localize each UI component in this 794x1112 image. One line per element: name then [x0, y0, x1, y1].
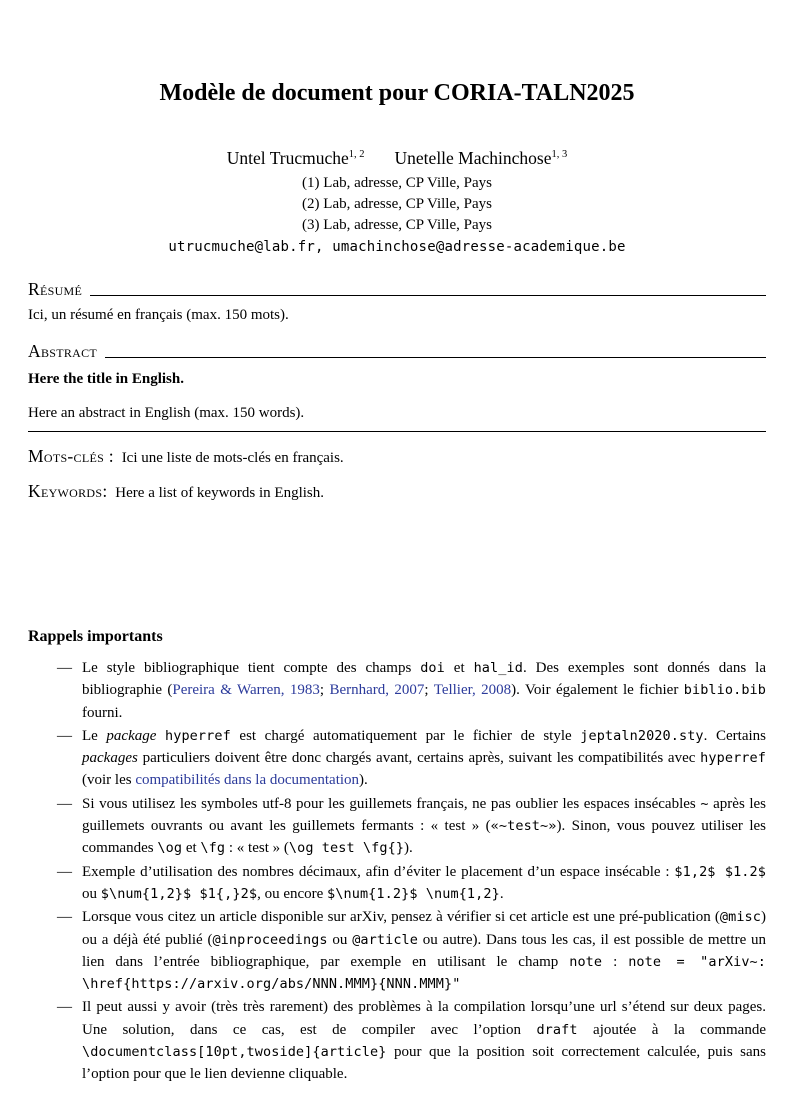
list-item: [28, 725, 766, 792]
author-1-name: Untel Trucmuche: [226, 148, 349, 168]
text-span: . Des exemples sont donnés dans la bibliographie (: [82, 660, 766, 699]
text-span: Lorsque vous citez un article disponible sur arXiv, pensez à vérifier si cet article est une pré-publication (: [82, 909, 720, 926]
text-span: :: [602, 953, 629, 970]
documentation-link[interactable]: compatibilités dans la documentation: [135, 772, 360, 789]
italic-text: package: [106, 727, 157, 744]
code-span: $\num{1.2}$ \num{1,2}: [327, 885, 500, 902]
text-span: ou: [327, 931, 353, 948]
english-title: Here the title in English.: [28, 371, 184, 387]
authors-line: [28, 148, 766, 169]
item-dash-marker: —: [57, 909, 72, 926]
item-dash-marker: —: [57, 999, 72, 1016]
text-span: [156, 728, 165, 744]
text-span: ou autre). Dans tous les cas, il est possible de mettre un lien dans l’entrée bibliographique, par exemple en utilisant le champ: [82, 931, 766, 970]
code-span: @misc: [719, 909, 761, 926]
list-item: [28, 906, 766, 995]
text-span: Si vous utilisez les symboles utf-8 pour les guillemets français, ne pas oublier les espaces insécables: [82, 795, 701, 812]
text-span: pour que la position soit correctement calculée, puis sans l’option pour que le lien devienne cliquable.: [82, 1044, 766, 1083]
text-span: ) ou a déjà été publié (: [82, 909, 766, 948]
affiliation-line-1: (1) Lab, adresse, CP Ville, Pays: [302, 175, 492, 191]
code-span: \og test \fg{}: [288, 840, 405, 857]
item-dash-marker: —: [57, 795, 72, 812]
text-span: ;: [319, 682, 330, 699]
citation-link[interactable]: Tellier, 2008: [433, 682, 512, 699]
citation-link[interactable]: Bernhard, 2007: [329, 682, 425, 699]
code-span: «~test~»: [490, 818, 557, 835]
text-span: et: [182, 840, 201, 857]
text-span: particuliers doivent être donc chargés avant, certains après, suivant les compatibilités avec: [137, 750, 701, 767]
italic-text: packages: [82, 750, 138, 767]
list-item: [28, 996, 766, 1085]
code-span: doi: [420, 660, 445, 676]
code-span: hyperref: [700, 750, 766, 767]
item-dash-marker: —: [57, 660, 72, 676]
code-span: \documentclass[10pt,twoside]{article}: [82, 1044, 387, 1061]
text-span: Le: [82, 727, 107, 744]
text-span: fourni.: [82, 704, 123, 721]
text-span: ;: [424, 682, 434, 699]
resume-header: [28, 279, 766, 300]
text-span: ).: [404, 840, 413, 857]
text-span: et: [444, 660, 474, 676]
author-2-affiliation-sup: 1, 3: [551, 149, 568, 161]
code-span: biblio.bib: [683, 682, 767, 699]
text-span: : « test » (: [225, 840, 289, 857]
abstract-label: Abstract: [28, 341, 98, 361]
author-1: [227, 148, 365, 169]
keywords-label: Keywords:: [28, 481, 108, 501]
code-span: $\num{1,2}$ $1{,}2$: [100, 885, 258, 902]
code-span: hal_id: [473, 660, 523, 676]
paper-title: Modèle de document pour CORIA-TALN2025: [159, 80, 635, 106]
text-span: Il peut aussi y avoir (très très rarement) des problèmes à la compilation lorsqu’une url s’étend sur deux pages. Une solution, dans ce cas, est de compiler avec l’option: [82, 999, 766, 1038]
abstract-rule: [105, 357, 766, 358]
list-item: [28, 861, 766, 906]
item-dash-marker: —: [57, 727, 72, 744]
text-span: Le style bibliographique tient compte des champs: [82, 660, 421, 676]
code-span: ~: [700, 795, 709, 812]
list-item: [28, 657, 766, 724]
code-span: jeptaln2020.sty: [580, 727, 704, 744]
affiliations: [28, 173, 766, 236]
text-span: ajoutée à la commande: [577, 1021, 766, 1038]
text-span: est chargé automatiquement par le fichier de style: [230, 727, 581, 744]
motscles-line: [28, 446, 766, 467]
author-2-name: Unetelle Machinchose: [394, 148, 552, 168]
author-1-affiliation-sup: 1, 2: [348, 149, 365, 161]
keywords-text: Here a list of keywords in English.: [115, 485, 325, 501]
code-span: @inproceedings: [212, 931, 328, 948]
text-span: ). Sinon, vous pouvez utiliser les commandes: [82, 818, 766, 857]
code-span: hyperref: [165, 727, 231, 744]
important-list: [28, 657, 766, 1086]
text-span: après les guillemets ouvrants ou avant les guillemets fermants : « test » (: [82, 795, 767, 835]
section-heading: Rappels importants: [28, 628, 163, 645]
citation-link[interactable]: Pereira & Warren, 1983: [172, 682, 320, 699]
item-dash-marker: —: [57, 863, 72, 880]
text-span: . Certains: [703, 727, 766, 744]
keywords-line: [28, 481, 766, 502]
affiliation-line-3: (3) Lab, adresse, CP Ville, Pays: [302, 217, 492, 233]
text-span: , ou encore: [257, 885, 328, 902]
text-span: ).: [359, 772, 368, 789]
code-span: \fg: [200, 840, 226, 857]
resume-label: Résumé: [28, 279, 83, 299]
code-span: @article: [352, 931, 419, 948]
code-span: $1,2$ $1.2$: [674, 863, 766, 880]
abstract-text: Here an abstract in English (max. 150 words).: [28, 403, 766, 432]
motscles-text: Ici une liste de mots-clés en français.: [121, 450, 344, 466]
abstract-header: [28, 341, 766, 362]
resume-text: Ici, un résumé en français (max. 150 mots).: [28, 307, 289, 323]
author-emails: utrucmuche@lab.fr, umachinchose@adresse-academique.be: [168, 239, 626, 255]
text-span: ). Voir également le fichier: [511, 682, 684, 699]
author-2: [395, 148, 568, 169]
text-span: (voir les: [82, 772, 136, 789]
code-span: \og: [157, 840, 183, 857]
affiliation-line-2: (2) Lab, adresse, CP Ville, Pays: [302, 196, 492, 212]
code-span: note = "arXiv~: \href{https://arxiv.org/abs/NNN.MMM}{NNN.MMM}": [82, 953, 767, 993]
text-span: ou: [82, 885, 101, 902]
list-item: [28, 793, 766, 860]
text-span: Exemple d’utilisation des nombres décimaux, afin d’éviter le placement d’un espace insécable :: [82, 863, 675, 880]
text-span: .: [499, 885, 504, 902]
code-span: draft: [536, 1021, 578, 1038]
resume-rule: [90, 295, 766, 296]
code-span: note: [569, 953, 603, 970]
motscles-label: Mots-clés :: [28, 446, 114, 466]
